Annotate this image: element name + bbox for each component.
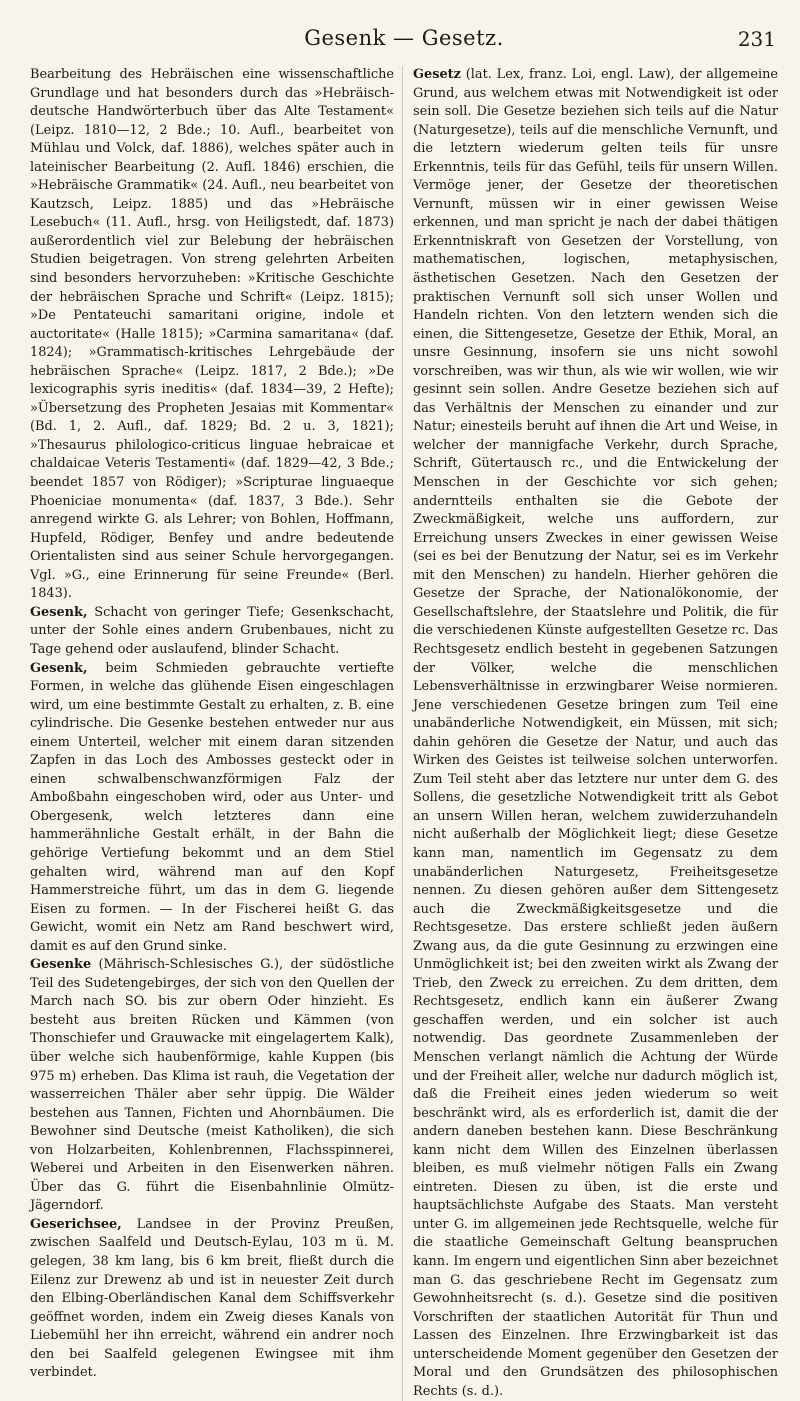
page-number: 231 [737, 27, 776, 51]
entry-lemma: Geserichsee, [30, 1216, 122, 1232]
entry-lemma: Gesenk, [30, 660, 88, 676]
entry-text: (lat. Lex, franz. Loi, engl. Law), der allgemeine Grund, aus welchem etwas mit Notwendigkeit ist oder sein soll. Die Gesetze beziehen sich teils auf die Natur (Naturgesetze), teils auf die menschliche Vernunft, und die letztern wiederum gelten teils für unsre Erkenntnis, teils für das Gefühl, teils für unsern Willen. Vermöge jener, der Gesetze der theoretischen Vernunft, müssen wir in einer gewissen Weise erkennen, und man spricht je nach der dabei thätigen Erkenntniskraft von Gesetzen der Vorstellung, von mathematischen, logischen, metaphysischen, ästhetischen Gesetzen. Nach den Gesetzen der praktischen Vernunft soll sich unser Wollen und Handeln richten. Von den letztern wenden sich die einen, die Sittengesetze, Gesetze der Ethik, Moral, an unsre Gesinnung, insofern sie uns nicht sowohl vorschreiben, was wir thun, als wie wir wollen, wie wir gesinnt sein sollen. Andre Gesetze beziehen sich auf das Verhältnis der Menschen zu einander und zur Natur; einesteils beruht auf ihnen die Art und Weise, in welcher der mannigfache Verkehr, durch Sprache, Schrift, Gütertausch rc., und die Entwickelung der Menschen in der Geschichte vor sich gehen; anderntteils enthalten sie die Gebote der Zweckmäßigkeit, welche uns auffordern, zur Erreichung unsers Zweckes in einer gewissen Weise (sei es bei der Benutzung der Natur, sei es im Verkehr mit den Menschen) zu handeln. Hierher gehören die Gesetze der Sprache, der Nationalökonomie, der Gesellschaftslehre, der Staatslehre und Politik, die für die verschiedenen Künste aufgestellten Gesetze rc. Das Rechtsgesetz endlich besteht in gegebenen Satzungen der Völker, welche die menschlichen Lebensverhältnisse in erzwingbarer Weise normieren. Jene verschiedenen Gesetze bringen zum Teil eine unabänderliche Notwendigkeit, ein Müssen, mit sich; dahin gehören die Gesetze der Natur, und auch das Wirken des Geistes ist teilweise solchen unterworfen. Zum Teil steht aber das letztere nur unter dem G. des Sollens, die gesetzliche Notwendigkeit tritt als Gebot an unsern Willen heran, welchem zuwiderzuhandeln nicht außerhalb der Möglichkeit liegt; diese Gesetze kann man, namentlich im Gegensatz zu dem unabänderlichen Naturgesetz, Freiheitsgesetze nennen. Zu diesen gehören außer dem Sittengesetz auch die Zweckmäßigkeitsgesetze und die Rechtsgesetze. Das erstere schließt jeden äußern Zwang aus, da die gute Gesinnung zu erzwingen eine Unmöglichkeit ist; bei den zweiten wirkt als Zwang der Trieb, den Zweck zu erreichen. Zu dem dritten, dem Rechtsgesetz, endlich kann ein äußerer Zwang geschaffen werden, und ein solcher ist auch notwendig. Das geordnete Zusammenleben der Menschen verlangt nämlich die Achtung der Würde und der Freiheit aller, welche nur dadurch möglich ist, daß die Freiheit eines jeden wiederum so weit beschränkt wird, als es erforderlich ist, damit die der andern daneben bestehen kann. Diese Beschränkung kann nicht dem Willen des Einzelnen überlassen bleiben, es muß vielmehr nötigen Falls ein Zwang eintreten. Diesen zu üben, ist die erste und hauptsächlichste Aufgabe des Staats. Man versteht unter G. im allgemeinen jede Rechtsquelle, welche für die staatliche Gemeinschaft Geltung beanspruchen kann. Im engern und eigentlichen Sinn aber bezeichnet man G. das geschriebene Recht im Gegensatz zum Gewohnheitsrecht (s. d.). Gesetze sind die positiven Vorschriften der staatlichen Autorität für Thun und Lassen des Einzelnen. Ihre Erzwingbarkeit ist das unterscheidende Moment gegenüber den Gesetzen der Moral und den Grundsätzen des philosophischen Rechts (s. d.). [413, 67, 778, 1399]
left-column [30, 66, 402, 1401]
entry-geserichsee [30, 1216, 394, 1383]
entry-text: beim Schmieden gebrauchte vertiefte Formen, in welche das glühende Eisen eingeschlagen wird, um eine bestimmte Gestalt zu erhalten, z. B. eine cylindrische. Die Gesenke bestehen entweder nur aus einem Unterteil, welcher mit einem daran sitzenden Zapfen in das Loch des Ambosses gesteckt oder in einen schwalbenschwanzförmigen Falz der Amboßbahn eingeschoben wird, oder aus Unter- und Obergesenk, welch letzteres dann eine hammerähnliche Gestalt erhält, in der Bahn die gehörige Vertiefung bekommt und an dem Stiel gehalten wird, während man auf den Kopf Hammerstreiche führt, um das in dem G. liegende Eisen zu formen. — In der Fischerei heißt G. das Gewicht, womit ein Netz am Rand beschwert wird, damit es auf den Grund sinke. [30, 660, 394, 954]
continuation-paragraph: Bearbeitung des Hebräischen eine wissenschaftliche Grundlage und hat besonders durch das »Hebräisch-deutsche Handwörterbuch über das Alte Testament« (Leipz. 1810—12, 2 Bde.; 10. Aufl., bearbeitet von Mühlau und Volck, daf. 1886), welches später auch in lateinischer Bearbeitung (2. Aufl. 1846) erschien, die »Hebräische Grammatik« (24. Aufl., neu bearbeitet von Kautzsch, Leipz. 1885) und das »Hebräische Lesebuch« (11. Aufl., hrsg. von Heiligstedt, daf. 1873) außerordentlich viel zur Belebung der hebräischen Studien beigetragen. Von streng gelehrten Arbeiten sind besonders hervorzuheben: »Kritische Geschichte der hebräischen Sprache und Schrift« (Leipz. 1815); »De Pentateuchi samaritani origine, indole et auctoritate« (Halle 1815); »Carmina samaritana« (daf. 1824); »Grammatisch-kritisches Lehrgebäude der hebräischen Sprache« (Leipz. 1817, 2 Bde.); »De lexicographis syris ineditis« (daf. 1834—39, 2 Hefte); »Übersetzung des Propheten Jesaias mit Kommentar« (Bd. 1, 2. Aufl., daf. 1829; Bd. 2 u. 3, 1821); »Thesaurus philologico-criticus linguae hebraicae et chaldaicae Veteris Testamenti« (daf. 1829—42, 3 Bde.; beendet 1857 von Rödiger); »Scripturae linguaeque Phoeniciae monumenta« (daf. 1837, 3 Bde.). Sehr anregend wirkte G. als Lehrer; von Bohlen, Hoffmann, Hupfeld, Rödiger, Benfey und andre bedeutende Orientalisten sind aus seiner Schule hervorgegangen. Vgl. »G., eine Erinnerung für seine Freunde« (Berl. 1843). [30, 67, 394, 602]
entry-text: Schacht von geringer Tiefe; Gesenkschacht, unter der Sohle eines andern Grubenbaues, nicht zu Tage gehend oder auslaufend, blinder Schacht. [30, 604, 394, 657]
entry-lemma: Gesetz [413, 67, 461, 82]
entry-gesenk-schacht [30, 604, 394, 660]
entry-gesetz [413, 66, 778, 1401]
right-column [402, 66, 778, 1401]
entry-text: (Mährisch-Schlesisches G.), der südöstliche Teil des Sudetengebirges, der sich von den Quellen der March nach SO. bis zur obern Oder hinzieht. Es besteht aus breiten Rücken und Kämmen (von Thonschiefer und Grauwacke mit eingelagertem Kalk), über welche sich haubenförmige, kahle Kuppen (bis 975 m) erheben. Das Klima ist rauh, die Vegetation der wasserreichen Thäler aber sehr üppig. Die Wälder bestehen aus Tannen, Fichten und Ahornbäumen. Die Bewohner sind Deutsche (meist Katholiken), die sich von Holzarbeiten, Kohlenbrennen, Flachsspinnerei, Weberei und Arbeiten in den Eisenwerken nähren. Über das G. führt die Eisenbahnlinie Olmütz-Jägerndorf. [30, 957, 394, 1214]
page-header [30, 26, 778, 60]
entry-lemma: Gesenk, [30, 604, 88, 620]
entry-gesenke [30, 956, 394, 1216]
entry-lemma: Gesenke [30, 957, 92, 973]
running-head: Gesenk — Gesetz. [304, 26, 504, 50]
text-columns [30, 66, 778, 1401]
entry-text: Landsee in der Provinz Preußen, zwischen Saalfeld und Deutsch-Eylau, 103 m ü. M. gelegen, 38 km lang, bis 6 km breit, fließt durch die Eilenz zur Drewenz ab und ist in neuester Zeit durch den Elbing-Oberländischen Kanal dem Schiffsverkehr geöffnet worden, indem ein Zweig dieses Kanals von Liebemühl her ihn erreicht, während ein andrer noch den bei Saalfeld gelegenen Ewingsee mit ihm verbindet. [30, 1216, 394, 1381]
entry-gesenk-schmieden [30, 660, 394, 957]
